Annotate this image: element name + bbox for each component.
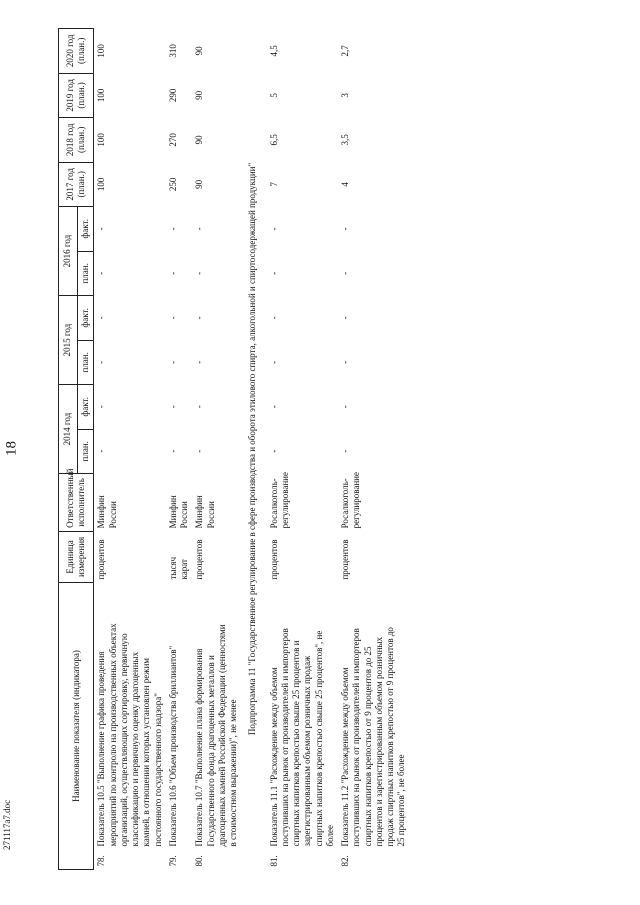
table-row — [192, 29, 241, 870]
value-cell: - — [167, 360, 178, 364]
responsible-cell: Росалкоголь-регулирование — [340, 472, 362, 529]
value-cell: - — [340, 360, 350, 364]
indicator-name: Показатель 10.6 "Объем производства бриллиантов" — [167, 645, 178, 847]
value-cell: 90 — [194, 135, 205, 145]
value-cell: 270 — [167, 133, 178, 147]
col-header-fact: факт. — [78, 207, 94, 252]
value-cell: 90 — [194, 179, 205, 189]
subprogram-title: Подпрограмма 11 "Государственное регулирование в сфере производства и оборота этилового спирта, алкогольной и спиртосодержащей продукции" — [247, 162, 258, 736]
unit-cell: процентов — [340, 539, 350, 580]
value-cell: - — [340, 316, 350, 320]
col-header-name: Наименование показателя (индикатора) — [59, 583, 94, 870]
value-cell: - — [268, 271, 279, 275]
indicator-name: Показатель 10.5 "Выполнение графика проведения мероприятий по контролю на производственных объектах организаций, осуществляющих сортировку, первичную классификацию и первичную оценку драгоценных камней, в отношении которых установлен режим постоянного государственного надзора" — [96, 623, 163, 847]
value-cell: - — [340, 405, 350, 409]
value-cell: - — [96, 360, 107, 364]
value-cell: - — [167, 316, 178, 320]
col-header-2019: 2019 год (план.) — [59, 73, 94, 117]
value-cell: 250 — [167, 177, 178, 192]
table-row — [166, 29, 193, 870]
col-header-2018: 2018 год (план.) — [59, 118, 94, 162]
value-cell: 90 — [194, 90, 205, 100]
footer-filename: 271117a7.doc — [2, 799, 12, 850]
row-number: 82. — [340, 855, 350, 867]
value-cell: 2,7 — [340, 45, 350, 57]
value-cell: - — [340, 449, 350, 453]
value-cell: 3,5 — [340, 134, 350, 146]
col-header-fact: факт. — [78, 385, 94, 430]
value-cell: - — [96, 271, 107, 275]
value-cell: - — [96, 316, 107, 320]
indicator-name-cell — [192, 583, 241, 870]
value-cell: - — [167, 227, 178, 231]
col-header-plan: план. — [78, 251, 94, 295]
value-cell: - — [194, 316, 205, 320]
col-header-2016: 2016 год — [59, 207, 78, 296]
value-cell: - — [96, 449, 107, 453]
col-header-fact: факт. — [78, 296, 94, 341]
row-number: 81. — [268, 855, 279, 867]
col-header-2014: 2014 год — [59, 385, 78, 474]
col-header-2020: 2020 год (план.) — [59, 29, 94, 74]
value-cell: 100 — [96, 133, 107, 147]
col-header-unit: Единица измерения — [59, 531, 94, 582]
unit-cell: процентов — [194, 539, 205, 580]
value-cell: 7 — [268, 182, 279, 187]
value-cell: 4,5 — [268, 45, 279, 57]
indicator-name: Показатель 11.2 "Расхождение между объемом поступивших на рынок от производителей и импортеров спиртных напитков крепостью от 9 процентов до 25 процентов и зарегистрированным объемом розничных продаж спиртных напитков крепостью от 9 процентов до 25 процентов", не более — [340, 627, 407, 847]
col-header-2017: 2017 год (план.) — [59, 162, 94, 206]
value-cell: 4 — [340, 182, 350, 187]
table-row — [94, 29, 166, 870]
indicator-name-cell — [94, 583, 166, 870]
responsible-cell: Минфин России — [194, 495, 216, 529]
value-cell: 100 — [96, 177, 107, 192]
value-cell: - — [167, 271, 178, 275]
value-cell: 5 — [268, 93, 279, 98]
value-cell: 6,5 — [268, 134, 279, 146]
value-cell: - — [194, 271, 205, 275]
table-row — [267, 29, 339, 870]
value-cell: 290 — [167, 88, 178, 103]
value-cell: - — [268, 360, 279, 364]
unit-cell: тысяч карат — [167, 556, 189, 580]
indicator-name-cell — [166, 583, 193, 870]
value-cell: - — [194, 227, 205, 231]
value-cell: - — [96, 405, 107, 409]
table-wrapper — [58, 28, 630, 870]
value-cell: - — [96, 227, 107, 231]
value-cell: - — [194, 405, 205, 409]
indicator-name: Показатель 11.1 "Расхождение между объемом поступивших на рынок от производителей и импортеров спиртных напитков крепостью свыше 25 процентов и зарегистрированным объемом розничных продаж спиртных напитков крепостью свыше 25 процентов", не более — [268, 628, 335, 847]
value-cell: - — [268, 449, 279, 453]
indicator-name-cell — [338, 583, 410, 870]
row-number: 80. — [194, 855, 205, 867]
value-cell: 100 — [96, 88, 107, 103]
unit-cell: процентов — [96, 539, 107, 580]
col-header-plan: план. — [78, 429, 94, 473]
col-header-plan: план. — [78, 340, 94, 384]
value-cell: 3 — [340, 93, 350, 98]
value-cell: - — [268, 405, 279, 409]
indicator-name: Показатель 10.7 "Выполнение плана формирования Государственного фонда драгоценных металлов и драгоценных камней Российской Федерации (ценностями в стоимостном выражении)", не менее — [194, 624, 238, 847]
col-header-2015: 2015 год — [59, 296, 78, 385]
value-cell: - — [194, 449, 205, 453]
responsible-cell: Минфин России — [167, 495, 189, 529]
value-cell: - — [268, 227, 279, 231]
rotated-table-container — [58, 28, 630, 870]
table-row — [338, 29, 410, 870]
page-number: 18 — [3, 441, 20, 456]
unit-cell: процентов — [268, 539, 279, 580]
col-header-responsible: Ответственный исполнитель — [59, 474, 94, 532]
value-cell: - — [340, 271, 350, 275]
value-cell: - — [167, 449, 178, 453]
indicator-name-cell — [267, 583, 339, 870]
value-cell: - — [167, 405, 178, 409]
value-cell: 90 — [194, 46, 205, 56]
value-cell: - — [268, 316, 279, 320]
row-number: 78. — [96, 855, 107, 867]
value-cell: 310 — [167, 44, 178, 58]
value-cell: - — [194, 360, 205, 364]
value-cell: 100 — [96, 44, 107, 58]
value-cell: - — [340, 227, 350, 231]
row-number: 79. — [167, 855, 178, 867]
responsible-cell: Росалкоголь-регулирование — [268, 472, 290, 529]
indicators-table — [58, 28, 410, 870]
responsible-cell: Минфин России — [96, 495, 118, 529]
